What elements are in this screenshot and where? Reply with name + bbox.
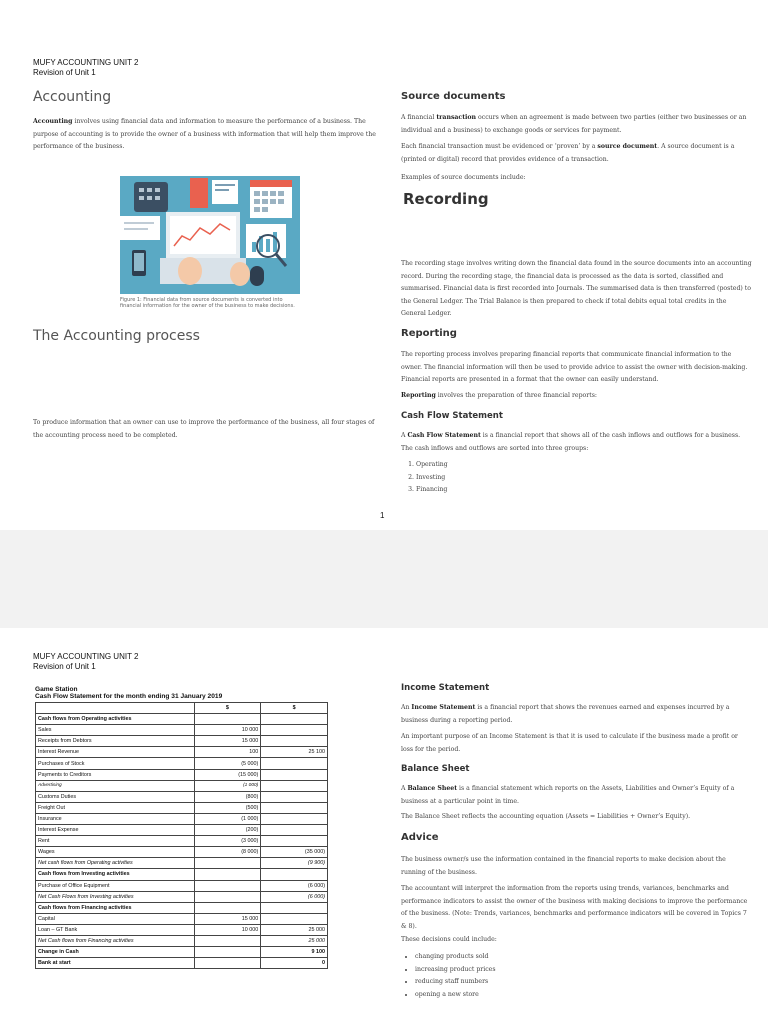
source-documents-p3: Examples of source documents include: xyxy=(401,174,526,181)
row-value-detail xyxy=(194,858,261,869)
table-row xyxy=(36,913,328,924)
table-row xyxy=(36,836,328,847)
list-item: 1. Operating xyxy=(416,459,448,472)
row-label: Interest Revenue xyxy=(36,747,195,758)
table-row xyxy=(36,947,328,958)
table-row xyxy=(36,747,328,758)
header-subtitle: Revision of Unit 1 xyxy=(33,68,96,77)
row-label: Net cash flows from Operating activities xyxy=(36,858,195,869)
row-value-detail: (500) xyxy=(194,802,261,813)
heading-recording: Recording xyxy=(403,190,489,208)
table-row xyxy=(36,714,328,725)
table-row xyxy=(36,813,328,824)
table-row xyxy=(36,758,328,769)
reporting-p2: Reporting involves the preparation of three financial reports: xyxy=(401,392,597,399)
row-value-detail xyxy=(194,869,261,880)
list-item: • changing products sold xyxy=(415,951,496,964)
row-value-total xyxy=(261,869,328,880)
heading-balance-sheet: Balance Sheet xyxy=(401,764,470,774)
row-value-total xyxy=(261,913,328,924)
row-label: Purchases of Stock xyxy=(36,758,195,769)
row-value-detail: (15 000) xyxy=(194,769,261,780)
advice-p3: These decisions could include: xyxy=(401,936,497,943)
row-value-detail xyxy=(194,935,261,946)
source-documents-p2: Each financial transaction must be evidenced or ‘proven’ by a source document. A source document is a (printed or digital) record that provides evidence of a transaction. xyxy=(401,143,735,163)
row-value-detail: 15 000 xyxy=(194,913,261,924)
header-course: MUFY ACCOUNTING UNIT 2 xyxy=(33,58,139,67)
balance-sheet-p1: A Balance Sheet is a financial statement which reports on the Assets, Liabilities and Owner’s Equity of a business at a particular point in time. xyxy=(401,785,735,805)
table-row xyxy=(36,935,328,946)
row-value-detail: 10 000 xyxy=(194,725,261,736)
row-label: Wages xyxy=(36,847,195,858)
accounting-illustration xyxy=(120,176,300,294)
heading-income-statement: Income Statement xyxy=(401,683,490,693)
row-label: Insurance xyxy=(36,813,195,824)
table-header-cell: $ xyxy=(194,703,261,714)
table-row xyxy=(36,847,328,858)
heading-accounting: Accounting xyxy=(33,89,112,105)
table-row xyxy=(36,924,328,935)
row-value-detail xyxy=(194,958,261,969)
row-label: Freight Out xyxy=(36,802,195,813)
header-subtitle: Revision of Unit 1 xyxy=(33,662,96,671)
page-header xyxy=(33,58,139,78)
table-business-name: Game Station xyxy=(35,686,78,693)
row-value-detail xyxy=(194,947,261,958)
page-number: 1 xyxy=(380,511,385,520)
accounting-process-paragraph: To produce information that an owner can use to improve the performance of the business, all four stages of the accounting process need to be completed. xyxy=(33,419,375,439)
row-value-total: (35 000) xyxy=(261,847,328,858)
row-value-total: (6 000) xyxy=(261,880,328,891)
row-value-total xyxy=(261,780,328,791)
row-value-total: 0 xyxy=(261,958,328,969)
page-header xyxy=(33,652,139,672)
advice-p1: The business owner/s use the information contained in the financial reports to make decision about the running of the business. xyxy=(401,856,726,876)
table-row xyxy=(36,780,328,791)
row-value-total: (9 900) xyxy=(261,858,328,869)
income-statement-p2: An important purpose of an Income Statement is that it is used to calculate if the business made a profit or loss for the period. xyxy=(401,733,738,753)
row-value-total xyxy=(261,725,328,736)
list-item: • opening a new store xyxy=(415,989,496,1002)
mouse-icon xyxy=(250,266,264,286)
row-value-detail xyxy=(194,880,261,891)
cash-flow-table xyxy=(35,702,328,969)
row-label: Interest Expense xyxy=(36,825,195,836)
table-row xyxy=(36,902,328,913)
row-value-total: 25 000 xyxy=(261,935,328,946)
list-item: • increasing product prices xyxy=(415,964,496,977)
row-value-total xyxy=(261,836,328,847)
row-value-detail xyxy=(194,891,261,902)
heading-advice: Advice xyxy=(401,832,439,843)
row-label: Customs Duties xyxy=(36,791,195,802)
heading-source-documents: Source documents xyxy=(401,91,506,102)
row-label: Loan – GT Bank xyxy=(36,924,195,935)
table-row xyxy=(36,891,328,902)
heading-accounting-process: The Accounting process xyxy=(33,328,200,344)
source-documents-p1: A financial transaction occurs when an agreement is made between two parties (either two businesses or an individual and a business) to exchange goods or services for payment. xyxy=(401,114,747,134)
list-item: 3. Financing xyxy=(416,484,448,497)
row-value-total: 25 000 xyxy=(261,924,328,935)
row-value-detail: (1 000) xyxy=(194,780,261,791)
income-statement-p1: An Income Statement is a financial report that shows the revenues earned and expenses incurred by a business during a reporting period. xyxy=(401,704,730,724)
row-value-total xyxy=(261,736,328,747)
row-value-total xyxy=(261,714,328,725)
row-value-detail: (8 000) xyxy=(194,847,261,858)
table-row xyxy=(36,958,328,969)
row-value-total xyxy=(261,825,328,836)
table-row xyxy=(36,725,328,736)
row-label: Capital xyxy=(36,913,195,924)
row-value-total xyxy=(261,813,328,824)
row-value-detail xyxy=(194,902,261,913)
row-label: Net Cash Flows from Investing activities xyxy=(36,891,195,902)
cash-flow-groups-list xyxy=(402,459,448,497)
row-label: Cash flows from Operating activities xyxy=(36,714,195,725)
row-label: Payments to Creditors xyxy=(36,769,195,780)
heading-cash-flow-statement: Cash Flow Statement xyxy=(401,411,503,421)
row-value-total xyxy=(261,791,328,802)
row-value-detail xyxy=(194,714,261,725)
row-value-total: 9 100 xyxy=(261,947,328,958)
cash-flow-statement-paragraph: A Cash Flow Statement is a financial report that shows all of the cash inflows and outflows for a business. The cash inflows and outflows are sorted into three groups: xyxy=(401,432,741,452)
table-row xyxy=(36,791,328,802)
heading-reporting: Reporting xyxy=(401,328,457,339)
table-title: Cash Flow Statement for the month ending 31 January 2019 xyxy=(35,693,223,700)
folder-icon xyxy=(190,178,208,208)
row-value-detail: (3 000) xyxy=(194,836,261,847)
row-label: Change in Cash xyxy=(36,947,195,958)
row-label: Net Cash flows from Financing activities xyxy=(36,935,195,946)
row-value-detail: (1 000) xyxy=(194,813,261,824)
table-header-row xyxy=(36,703,328,714)
header-course: MUFY ACCOUNTING UNIT 2 xyxy=(33,652,139,661)
row-value-total xyxy=(261,902,328,913)
row-label: Cash flows from Financing activities xyxy=(36,902,195,913)
row-value-detail: 100 xyxy=(194,747,261,758)
row-value-detail: (200) xyxy=(194,825,261,836)
row-value-detail: (800) xyxy=(194,791,261,802)
list-item: • reducing staff numbers xyxy=(415,976,496,989)
table-row xyxy=(36,869,328,880)
decisions-list xyxy=(401,951,496,1001)
balance-sheet-p2: The Balance Sheet reflects the accounting equation (Assets = Liabilities + Owner’s Equity). xyxy=(401,813,691,820)
row-label: Purchase of Office Equipment xyxy=(36,880,195,891)
row-value-detail: 15 000 xyxy=(194,736,261,747)
row-value-total: 25 100 xyxy=(261,747,328,758)
list-item: 2. Investing xyxy=(416,472,448,485)
table-header-cell xyxy=(36,703,195,714)
table-header-cell: $ xyxy=(261,703,328,714)
row-value-total xyxy=(261,769,328,780)
table-row xyxy=(36,858,328,869)
table-row xyxy=(36,769,328,780)
advice-p2: The accountant will interpret the information from the reports using trends, variances, benchmarks and performance indicators to assist the owner of the business with making decisions to improve the performance of the business. (Note: Trends, variances, benchmarks and performance indicators will be covered in Topics 7 & 8). xyxy=(401,885,748,930)
table-row xyxy=(36,736,328,747)
row-label: Rent xyxy=(36,836,195,847)
row-label: Cash flows from Investing activities xyxy=(36,869,195,880)
row-value-detail: (5 000) xyxy=(194,758,261,769)
row-label: Receipts from Debtors xyxy=(36,736,195,747)
row-value-total xyxy=(261,802,328,813)
row-label: Bank at start xyxy=(36,958,195,969)
row-value-total xyxy=(261,758,328,769)
recording-paragraph: The recording stage involves writing down the financial data found in the source documents into an accounting record. During the recording stage, the financial data is processed as the data is sorted, classified and summarised. Financial data is first recorded into Journals. The summarised data is then transferred (posted) to the General Ledger. The Trial Balance is then prepared to check if total debits equal total credits in the General Ledger. xyxy=(401,260,752,317)
table-row xyxy=(36,802,328,813)
table-row xyxy=(36,880,328,891)
accounting-paragraph: Accounting involves using financial data and information to measure the performance of a business. The purpose of accounting is to provide the owner of a business with information that will help them improve the performance of the business. xyxy=(33,118,376,150)
row-value-detail: 10 000 xyxy=(194,924,261,935)
figure-caption: Figure 1: Financial data from source documents is converted into financial information for the owner of the business to make decisions. xyxy=(120,297,295,309)
row-label: Advertising xyxy=(36,780,195,791)
row-label: Sales xyxy=(36,725,195,736)
table-row xyxy=(36,825,328,836)
row-value-total: (6 000) xyxy=(261,891,328,902)
reporting-p1: The reporting process involves preparing financial reports that communicate financial information to the owner. The financial information will then be used to provide advice to assist the owner with decision-making. Financial reports are presented in a format that the owner can easily understand. xyxy=(401,351,748,383)
